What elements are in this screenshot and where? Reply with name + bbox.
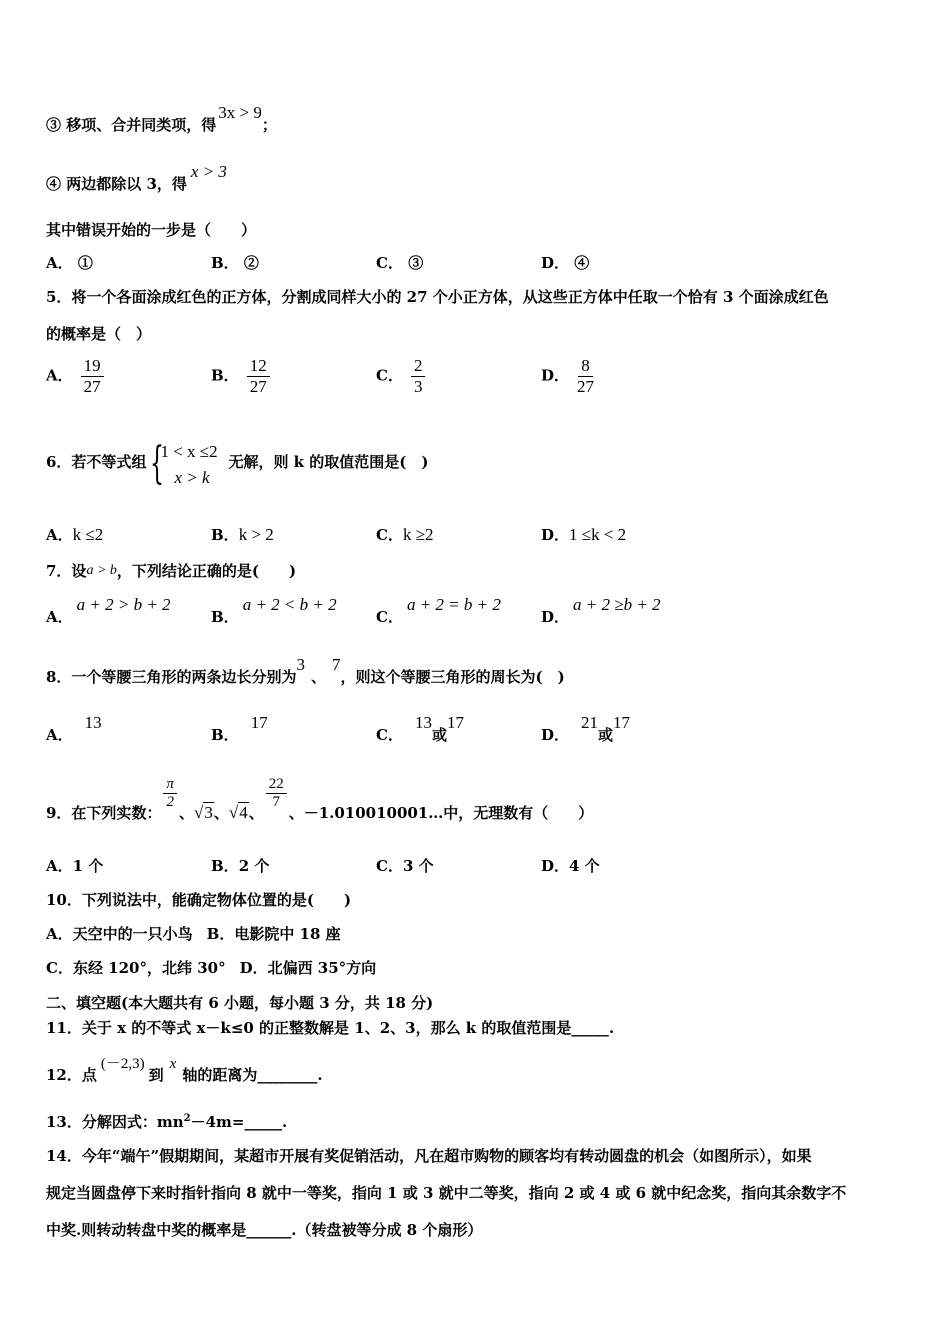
- q10-options-ab: [46, 923, 341, 944]
- q6-suffix: 无解，则 k 的取值范围是( ): [228, 453, 429, 471]
- step-3-math: 3x > 9: [218, 103, 262, 122]
- q12-point: (－2,3): [100, 1056, 145, 1072]
- q4-option-a[interactable]: A． ①: [46, 254, 93, 272]
- q13: 13．分解因式：$mn^2-4m=\_\_\_\_\_$.: [46, 1113, 288, 1131]
- q9-option-b[interactable]: B．2 个: [211, 857, 270, 875]
- q6-prefix: 6．若不等式组: [46, 453, 147, 471]
- q5-c-denominator: 3: [413, 377, 423, 396]
- q7-option-d[interactable]: D．a + 2 ≥b + 2: [541, 595, 661, 626]
- q4-stem: 其中错误开始的一步是（ ）: [46, 221, 257, 239]
- step-3: [46, 103, 277, 135]
- q6-option-c[interactable]: C．k ≥2: [376, 525, 434, 544]
- q5-option-b[interactable]: B． $\frac{12}{27}$: [211, 356, 270, 397]
- q5-option-d[interactable]: D． $\frac{8}{27}$: [541, 356, 595, 396]
- q14-line-2: 规定当圆盘停下来时指针指向 8 就中一等奖，指向 1 或 3 就中二等奖，指向 2 或 4 或 6 就中纪念奖，指向其余数字不: [46, 1184, 847, 1202]
- q9-sqrt-4: √4: [228, 802, 248, 822]
- q5-option-a[interactable]: A． $\frac{19}{27}$: [46, 356, 104, 397]
- inequality-system: { 1 < x ≤2 x > k: [150, 438, 218, 489]
- q14-line-3: 中奖.则转动转盘中奖的概率是______.（转盘被等分成 8 个扇形）: [46, 1221, 483, 1239]
- q7-stem: 7．设a > b，下列结论正确的是( ): [46, 562, 297, 580]
- q5-c-numerator: 2: [411, 356, 426, 377]
- q8-option-c[interactable]: C．13或17: [376, 713, 464, 744]
- q9-pi-numerator: π: [163, 776, 177, 794]
- q9-sqrt-3: √3: [193, 802, 213, 822]
- q4-option-d[interactable]: D． ④: [541, 254, 590, 272]
- q5-d-numerator: 8: [578, 356, 593, 377]
- q9-stem: 9．在下列实数： $\frac{\pi}{2}$ 、√3、√4、 $\frac{22}{7}$ 、－1.010010001…中，无理数有（ ）: [46, 776, 594, 822]
- q7-math: a > b: [86, 563, 117, 578]
- q10-option-d[interactable]: D．北偏西 35°方向: [239, 959, 377, 977]
- q9-pi-denominator: 2: [166, 794, 174, 810]
- q8-option-d[interactable]: D．21或17: [541, 713, 631, 744]
- q13-exponent: 2: [183, 1113, 191, 1124]
- q12: 12．点(－2,3)到x轴的距离为________.: [46, 1056, 323, 1084]
- q6-option-d[interactable]: D．1 ≤k < 2: [541, 525, 627, 544]
- q8-option-a[interactable]: A．13: [46, 713, 102, 744]
- q8-option-b[interactable]: B．17: [211, 713, 268, 744]
- step-4-math: x > 3: [190, 162, 227, 181]
- q10-options-cd: [46, 957, 376, 978]
- q7-option-c[interactable]: C．a + 2 = b + 2: [376, 595, 501, 626]
- q10-option-c[interactable]: C．东经 120°，北纬 30°: [46, 959, 226, 977]
- q10-option-a[interactable]: A．天空中的一只小鸟: [46, 925, 193, 943]
- q4-option-b[interactable]: B． ②: [211, 254, 259, 272]
- section-2-heading: 二、填空题(本大题共有 6 小题，每小题 3 分，共 18 分): [46, 994, 434, 1012]
- q10-option-b[interactable]: B．电影院中 18 座: [206, 925, 341, 943]
- q6-option-b[interactable]: B．k > 2: [211, 525, 274, 544]
- step-3-text: ③ 移项、合并同类项，得: [46, 116, 217, 134]
- q4-option-c[interactable]: C． ③: [376, 254, 424, 272]
- q9-fraction-denominator: 7: [272, 794, 280, 810]
- q6-stem: [46, 440, 429, 492]
- q5-option-c[interactable]: C． $\frac{2}{3}$: [376, 356, 425, 397]
- q6-option-a[interactable]: A．k ≤2: [46, 525, 104, 544]
- q10-stem: 10．下列说法中，能确定物体位置的是( ): [46, 891, 352, 909]
- q9-option-a[interactable]: A．1 个: [46, 857, 104, 875]
- q9-fraction-numerator: 22: [266, 776, 287, 794]
- step-3-end: ；: [261, 116, 277, 134]
- q5-b-numerator: 12: [247, 356, 270, 377]
- step-4: [46, 162, 227, 194]
- q5-line-1: 5．将一个各面涂成红色的正方体，分割成同样大小的 27 个小正方体，从这些正方体中任取一个恰有 3 个面涂成红色: [46, 288, 829, 306]
- q8-stem: 8．一个等腰三角形的两条边长分别为3、7，则这个等腰三角形的周长为( ): [46, 655, 565, 686]
- q5-a-numerator: 19: [81, 356, 104, 377]
- q5-d-denominator: 27: [577, 377, 595, 396]
- q12-axis: x: [169, 1056, 177, 1072]
- inequality-row-2: x > k: [174, 468, 210, 487]
- q9-option-d[interactable]: D．4 个: [541, 857, 600, 875]
- q14-line-1: 14．今年“端午”假期期间，某超市开展有奖促销活动，凡在超市购物的顾客均有转动圆盘的机会（如图所示），如果: [46, 1147, 812, 1165]
- step-4-text: ④ 两边都除以 3，得: [46, 175, 187, 193]
- q8-side-a: 3: [296, 655, 305, 674]
- q5-b-denominator: 27: [249, 377, 267, 396]
- q8-side-b: 7: [331, 655, 341, 674]
- q5-line-2: 的概率是（ ）: [46, 325, 152, 343]
- q7-option-b[interactable]: B．a + 2 < b + 2: [211, 595, 337, 626]
- q9-option-c[interactable]: C．3 个: [376, 857, 434, 875]
- q5-a-denominator: 27: [83, 377, 101, 396]
- q7-option-a[interactable]: A．a + 2 > b + 2: [46, 595, 171, 626]
- q11: 11．关于 x 的不等式 x－k≤0 的正整数解是 1、2、3，那么 k 的取值范围是_____.: [46, 1019, 615, 1037]
- inequality-row-1: 1 < x ≤2: [160, 442, 218, 461]
